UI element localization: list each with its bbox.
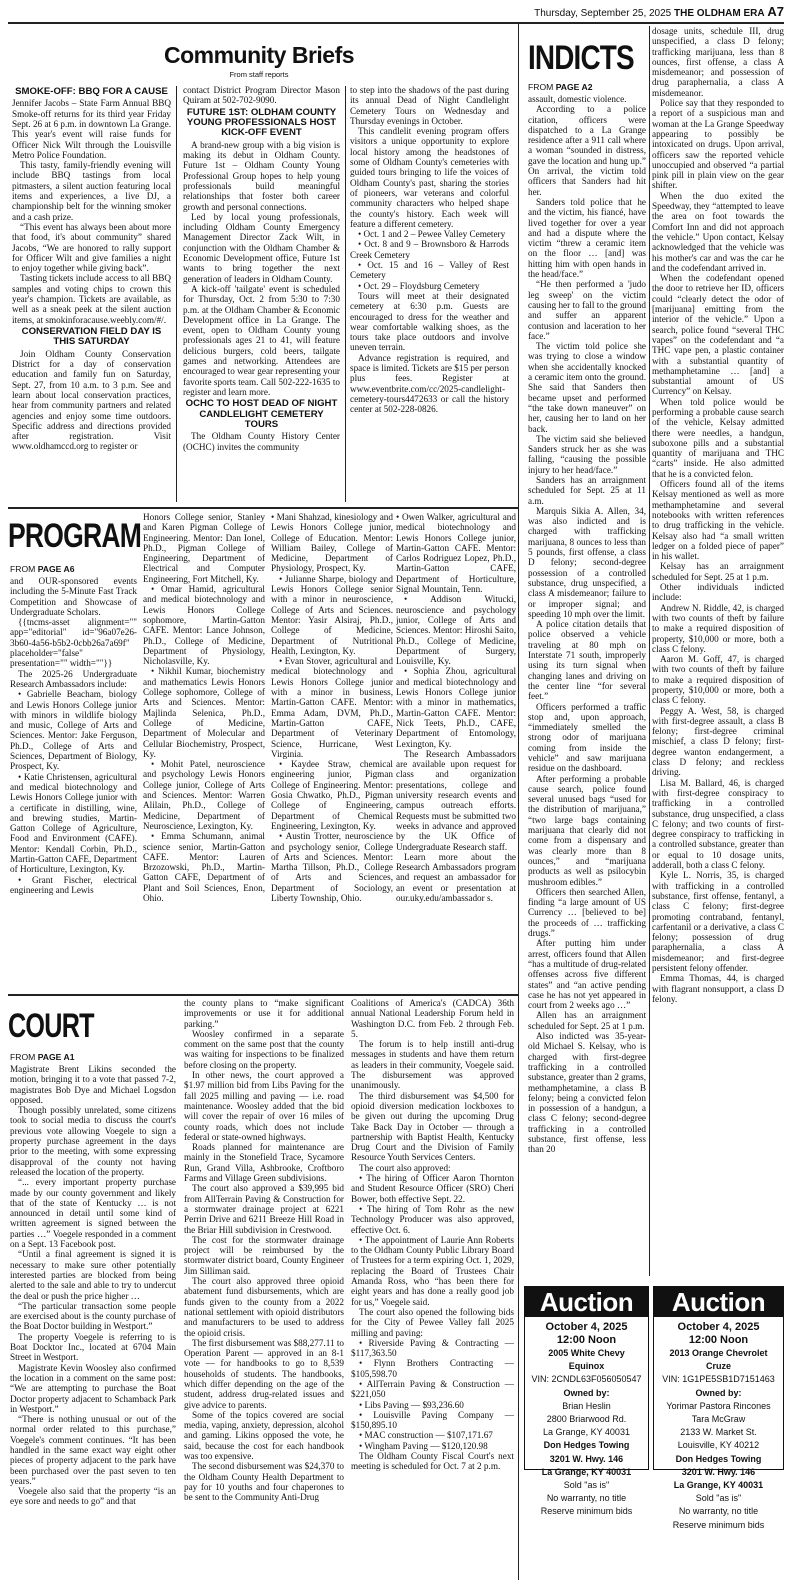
article-paragraph: Police say that they responded to a report of a suspicious man and woman at the La Grange Speedway appearing to possibly be intoxicated on drugs. Upon arrival, officers saw the reported vehicle unoccupied and observed “a partial pink pill in plain view on the gear shifter. xyxy=(652,98,784,191)
court-title: COURT xyxy=(8,1007,94,1045)
article-paragraph: Advance registration is required, and space is limited. Tickets are $15 per person plus fees. Register at www.eventbrite.com/cc/2025-candlelight-cemetery-tours4472633 or call the history center at 502-228-0826. xyxy=(350,352,509,415)
auction-time: 12:00 Noon xyxy=(556,1334,617,1346)
article-paragraph: Officers found all of the items Kelsay mentioned as well as more methamphetamine and several notebooks with written references to drug trafficking in the vehicle. Kelsay also had “a small written ledger on a folded piece of paper” in his wallet. xyxy=(652,479,784,562)
auction-owned-label: Owned by: xyxy=(563,1387,610,1398)
article-paragraph: A brand-new group with a big vision is making its debut in Oldham County. Future 1st – Oldham County Young Professional Group hopes to help young professionals build meaningful relationships that foster both career growth and personal connections. xyxy=(183,139,340,212)
article-paragraph: • AllTerrain Paving & Construction — $221,050 xyxy=(351,1378,514,1400)
article-paragraph: Allen has an arraignment scheduled for Sept. 25 at 1 p.m. xyxy=(528,1010,646,1031)
auction-address-line: 2133 W. Market St. xyxy=(680,1427,757,1438)
page-header xyxy=(522,2,784,22)
program-column-2 xyxy=(143,512,265,990)
article-paragraph: • Gabrielle Beacham, biology and Lewis Honors College junior with minors in wildlife biology and music, College of Arts and Sciences. Mentor: Jake Ferguson, Ph.D., College of Arts and Sciences, Department of Biology, Prospect, Ky. xyxy=(10,689,137,772)
article-paragraph: The court also approved a $39,995 bid from AllTerrain Paving & Construction for a stormwater drainage project at 6221 Perrin Drive and 6211 Breeze Hill Road in the Briar Hill subdivision in Crestwood. xyxy=(184,1183,344,1235)
auction-address-line: Louisville, KY 40212 xyxy=(677,1440,760,1451)
court-from-line xyxy=(10,1052,74,1062)
indicts-title: INDICTS xyxy=(528,39,634,77)
auction-date: October 4, 2025 xyxy=(545,1321,628,1333)
from-label: FROM xyxy=(10,564,36,574)
article-paragraph: Lisa M. Ballard, 46, is charged with first-degree conspiracy to trafficking in a controlled substance, drug unspecified, a class C felony; and two counts of first-degree conspiracy to trafficking in a controlled substance, greater than or equal to 10 dosage units, adderall, both a class C felony. xyxy=(652,777,784,871)
article-paragraph: The court also approved three opioid abatement fund disbursements, which are funds given to the county from a 2022 national settlement with opioid distributors and manufacturers to be used to address the opioid crisis. xyxy=(184,1276,344,1338)
auction-time: 12:00 Noon xyxy=(688,1334,749,1346)
article-paragraph: When the duo exited the Speedway, they “attempted to leave the area on foot towards the Comfort Inn and did not approach the vehicle.” Upon contact, Kelsay acknowledged that the vehicle was his mother's car and was the car he and the codefendant arrived in. xyxy=(652,190,784,273)
indicts-from-line xyxy=(528,82,592,92)
article-paragraph: Woosley confirmed in a separate comment on the same post that the county was waiting for inspections to be finalized before closing on the property. xyxy=(184,1028,344,1070)
court-column-3 xyxy=(351,998,514,1578)
program-title: PROGRAM xyxy=(8,517,142,555)
from-page: PAGE A2 xyxy=(555,82,593,92)
article-paragraph: • Omar Hamid, agricultural and medical biotechnology and Lewis Honors College sophomore, Martin-Gatton CAFE. Mentor: Lance Johnson, Ph.D., College of Medicine, Department of Physiology, Nicholasville, Ky. xyxy=(143,584,265,667)
article-paragraph: • Katie Christensen, agricultural and medical biotechnology and Lewis Honors College junior with a certificate in distilling, wine, and brewing studies, Martin-Gatton College of Agriculture, Food and Environment (CAFE). Mentor: Kendall Corbin, Ph.D., Martin-Gatton CAFE, Department of Horticulture, Lexington, Ky. xyxy=(10,771,137,875)
auction-towing-city: La Grange, KY 40031 xyxy=(541,1466,632,1477)
article-paragraph: The second disbursement was $24,370 to the Oldham County Health Department to pay for 10 youths and four chaperones to be sent to the Community Anti-Drug xyxy=(184,1461,344,1503)
court-column-2 xyxy=(184,998,344,1578)
auction-address-line: 2800 Briarwood Rd. xyxy=(546,1414,627,1425)
program-column-1 xyxy=(10,576,137,990)
article-paragraph: The court also opened the following bids for the City of Pewee Valley fall 2025 milling and paving: xyxy=(351,1306,514,1338)
auction-towing-address: 3201 W. Hwy. 146 xyxy=(681,1466,756,1477)
article-paragraph: Emma Thomas, 44, is charged with flagrant nonsupport, a class D felony. xyxy=(652,973,784,1004)
article-paragraph: A police citation details that police observed a vehicle traveling at 80 mph on Interstate 71 south, improperly using its turn signal when changing lanes and driving on the center line “for several feet.” xyxy=(528,619,646,702)
article-paragraph: Also indicted was 35-year-old Michael S. Kelsay, who is charged with first-degree trafficking in a controlled substance, greater than 2 grams, methamphetamine, a class B felony; being a convicted felon in possession of a handgun, a class C felony; second-degree trafficking in a controlled substance, first offense, less than 20 xyxy=(528,1031,646,1155)
auction-reserve: Reserve minimum bids xyxy=(672,1519,765,1530)
article-paragraph: The victim told police she was trying to close a window when she accidentally knocked a ceramic item onto the ground. She said that Sanders then became upset and performed “the take down maneuver” on her, causing her to land on her back. xyxy=(528,341,646,434)
article-paragraph: • Oct. 8 and 9 – Brownsboro & Harrods Creek Cemetery xyxy=(350,239,509,260)
article-paragraph: • Nikhil Kumar, biochemistry and mathematics Lewis Honors College sophomore, College of Arts and Sciences. Mentor: Majlinda Selenica, Ph.D., College of Medicine, Department of Molecular and Cellular Biochemistry, Prospect, Ky. xyxy=(143,666,265,759)
auction-address-line: La Grange, KY 40031 xyxy=(543,1427,630,1438)
auction-sold: Sold "as is" xyxy=(695,1493,742,1504)
article-paragraph: • Oct. 1 and 2 – Pewee Valley Cemetery xyxy=(358,229,506,240)
article-paragraph: When the codefendant opened the door to retrieve her ID, officers could “clearly detect the odor of [marijuana] emitting from the interior of the vehicle.” Upon a search, police found “several THC vapes” on the codefendant and “a THC vape pen, a plastic container with a substantial quantity of methamphetamine … [and] a substantial amount of US Currency” on Kelsay. xyxy=(652,273,784,397)
article-paragraph: “... every important property purchase made by our county government and likely that of the state of Kentucky … is not announced in detail until some kind of written agreement is signed between the parties …” Voegele responded in a comment on a Sept. 13 Facebook post. xyxy=(10,1177,176,1250)
article-paragraph: Other individuals indicted include: xyxy=(652,582,784,603)
article-paragraph: When told police would be performing a probable cause search of the vehicle, Kelsay admitted there were needles, a handgun, suboxone pills and a substantial quantity of marijuana and THC “carts” inside. He also admitted that he is a convicted felon. xyxy=(652,396,784,479)
auction-towing-address: 3201 W. Hwy. 146 xyxy=(549,1453,624,1464)
auction-warranty: No warranty, no title xyxy=(546,1493,627,1504)
header-publication: THE OLDHAM ERA xyxy=(674,8,765,19)
column-rule xyxy=(649,26,650,1276)
article-paragraph: The victim said she believed Sanders struck her as she was falling, “causing the possible injury to her head/face.” xyxy=(528,433,646,475)
article-paragraph: • Grant Fischer, electrical engineering and Lewis xyxy=(10,874,137,895)
subheadline: FUTURE 1ST: OLDHAM COUNTY YOUNG PROFESSIONALS HOST KICK-OFF EVENT xyxy=(186,106,337,139)
article-paragraph: • The hiring of Officer Aaron Thornton and Student Resource Officer (SRO) Cheri Bower, both effective Sept. 22. xyxy=(351,1173,514,1204)
auction-date: October 4, 2025 xyxy=(677,1321,760,1333)
section-rule xyxy=(8,507,518,509)
auction-vehicle: 2013 Orange Chevrolet xyxy=(669,1348,768,1358)
auction-banner: Auction xyxy=(654,1287,783,1317)
article-paragraph: • Mani Shahzad, kinesiology and Lewis Honors College junior, College of Education. Mentor: William Bailey, College of Medicine, Department of Physiology, Prospect, Ky. xyxy=(271,512,393,574)
article-paragraph: contact District Program Director Mason Quiram at 502-702-9090. xyxy=(183,85,340,106)
article-paragraph: The third disbursement was $4,500 for opioid diversion medication lockboxes to be given out during the upcoming Drug Take Back Day in October — through a partnership with Baptist Health, Kentucky Drug Court and the Division of Family Resource Youth Services Centers. xyxy=(351,1090,514,1163)
article-paragraph: • Sophia Zhou, agricultural and medical biotechnology and Lewis Honors College junior with a minor in mathematics, Martin-Gatton CAFE. Mentor: Nick Teets, Ph.D., CAFE, Department of Entomology, Lexington, Ky. xyxy=(396,666,516,749)
header-rule xyxy=(8,22,784,24)
article-paragraph: The Oldham County History Center (OCHC) invites the community xyxy=(183,431,340,452)
auction-ad-2 xyxy=(653,1286,784,1530)
article-paragraph: • The appointment of Laurie Ann Roberts to the Oldham County Public Library Board of Trustees for a term expiring Oct. 1, 2029, replacing the Board of Trustees Chair Amanda Ross, who “has been there for eight years and has done a really good job for us,” Voegele said. xyxy=(351,1234,514,1307)
article-paragraph: dosage units, schedule III, drug unspecified, a class D felony; trafficking marijuana, less than 8 ounces, first offense, a class A misdemeanor; and possession of drug paraphernalia, a class A misdemeanor. xyxy=(652,26,784,98)
indicts-divider xyxy=(518,24,519,1580)
auction-sold: Sold "as is" xyxy=(563,1480,610,1491)
header-page-number: A7 xyxy=(767,4,784,19)
article-paragraph: Officers then searched Allen, finding “a large amount of US Currency … [believed to be] the proceeds of … trafficking drugs.” xyxy=(528,886,646,939)
article-paragraph: Tasting tickets include access to all BBQ samples and voting chips to crown this year's champion. Tickets are available, as well as a sneak peek at the silent auction items, at smokinforacause.weebly.com/#/. xyxy=(12,273,171,325)
auction-owner: Yorimar Pastora Rincones xyxy=(666,1400,771,1411)
article-paragraph: • Riverside Paving & Contracting — $117,363.50 xyxy=(351,1337,514,1359)
article-paragraph: • Owen Walker, agricultural and medical biotechnology and Lewis Honors College junior, Martin-Gatton CAFE. Mentor: Carlos Rodriguez Lopez, Ph.D., Martin-Gatton CAFE, Department of Horticulture, Signal Mountain, Tenn. xyxy=(396,512,516,595)
subheadline: SMOKE-OFF: BBQ FOR A CAUSE xyxy=(15,86,168,97)
auction-warranty: No warranty, no title xyxy=(678,1506,759,1517)
program-from-line xyxy=(10,564,74,574)
article-paragraph: • Louisville Paving Company — $150,895.10 xyxy=(351,1409,514,1431)
auction-towing-city: La Grange, KY 40031 xyxy=(673,1480,764,1491)
article-paragraph: The 2025-26 Undergraduate Research Ambassadors include: xyxy=(10,668,137,689)
article-paragraph: “Until a final agreement is signed it is necessary to make sure other potentially interested parties are blocked from being alerted to the sale and able to try to undercut the deal or push the price higher … xyxy=(10,1249,176,1301)
article-paragraph: “He then performed a 'judo leg sweep' on the victim causing her to fall to the ground and suffer an apparent contusion and laceration to her face.” xyxy=(528,279,646,341)
article-paragraph: • Emma Schumann, animal science senior, Martin-Gatton CAFE. Mentor: Lauren Brzozowski, Ph.D., Martin-Gatton CAFE, Department of Plant and Soil Sciences, Enon, Ohio. xyxy=(143,831,265,903)
article-paragraph: the county plans to “make significant improvements or use it for additional parking.” xyxy=(184,998,344,1029)
article-paragraph: • Libs Paving — $93,236.60 xyxy=(359,1399,464,1410)
court-column-1 xyxy=(10,1064,176,1578)
auction-vehicle-model: Cruze xyxy=(705,1361,731,1372)
article-paragraph: The forum is to help instill anti-drug messages in students and have them return as leaders in their community, Voegele said. The disbursement was approved unanimously. xyxy=(351,1039,514,1091)
article-paragraph: • Flynn Brothers Contracting — $105,598.70 xyxy=(351,1358,514,1379)
section-rule xyxy=(8,994,518,996)
auction-towing: Don Hedges Towing xyxy=(675,1453,762,1464)
article-paragraph: and OUR-sponsored events including the 5-Minute Fast Track Competition and Showcase of Undergraduate Scholars. xyxy=(10,576,137,617)
article-paragraph: A kick-off 'tailgate' event is scheduled for Thursday, Oct. 2 from 5:30 to 7:30 p.m. at the Oldham Chamber & Economic Development office in La Grange. The event, open to Oldham County young professionals ages 21 to 41, will feature delicious burgers, cold beers, tailgate games and networking. Attendees are encouraged to wear gear representing your favorite sports team. Call 502-222-1635 to register and learn more. xyxy=(183,283,340,397)
subheadline: CONSERVATION FIELD DAY IS THIS SATURDAY xyxy=(21,325,162,348)
column-rule xyxy=(176,86,177,502)
article-paragraph: • Oct. 29 – Floydsburg Cemetery xyxy=(358,280,480,291)
article-paragraph: According to a police citation, officers were dispatched to a La Grange residence after a 911 call where a woman “sounded in distress, gave the location and hung up.” On arrival, the victim told officers that Sanders had hit her. xyxy=(528,104,646,197)
from-page: PAGE A6 xyxy=(37,564,75,574)
article-paragraph: Jennifer Jacobs – State Farm Annual BBQ Smoke-off returns for its third year Friday Sept. 26 at 6 p.m. in downtown La Grange. This year's event will raise funds for Officer Nick Wilt through the Louisville Metro Police Foundation. xyxy=(12,98,171,160)
column-rule xyxy=(345,86,346,502)
article-paragraph: Honors College senior, Stanley and Karen Pigman College of Engineering. Mentor: Dan Ionel, Ph.D., Pigman College of Engineering, Department of Electrical and Computer Engineering, Fort Mitchell, Ky. xyxy=(143,512,265,584)
article-paragraph: assault, domestic violence. xyxy=(528,94,627,104)
article-paragraph: Sanders has an arraignment scheduled for Sept. 25 at 11 a.m. xyxy=(528,474,646,506)
article-paragraph: The court also approved: xyxy=(359,1162,451,1173)
article-paragraph: Coalitions of America's (CADCA) 36th annual National Leadership Forum held in Washington D.C. from Feb. 2 through Feb. 5. xyxy=(351,998,514,1039)
indicts-column-2 xyxy=(652,26,784,1280)
article-paragraph: Kelsay has an arraignment scheduled for Sept. 25 at 1 p.m. xyxy=(652,561,784,582)
article-paragraph: The cost for the stormwater drainage project will be reimbursed by the stormwater district board, County Engineer Jim Silliman said. xyxy=(184,1234,344,1276)
article-paragraph: The Research Ambassadors are available upon request for class and organization presentations, college and university research events and campus outreach efforts. Requests must be submitted two weeks in advance and approved by the UK Office of Undergraduate Research staff. xyxy=(396,748,516,852)
briefs-byline: From staff reports xyxy=(229,70,289,79)
article-paragraph: • Austin Trotter, neuroscience and psychology senior, College of Arts and Sciences. Mentor: Martha Tillson, Ph.D., College of Arts and Sciences, Department of Sociology, Liberty Township, Ohio. xyxy=(271,831,393,903)
article-paragraph: • Kaydee Straw, chemical engineering junior, Pigman College of Engineering. Mentor: Gosia Chwatko, Ph.D., Pigman College of Engineering, Department of Chemical Engineering, Lexington, Ky. xyxy=(271,759,393,831)
article-paragraph: In other news, the court approved a $1.97 million bid from Libs Paving for the fall 2025 milling and paving — i.e. road maintenance. Woosley added that the bid will cover the repair of over 16 miles of county roads, which does not include federal or state-owned highways. xyxy=(184,1070,344,1142)
header-date: Thursday, September 25, 2025 xyxy=(534,8,672,19)
article-paragraph: Kyle L. Norris, 35, is charged with trafficking in a controlled substance, first offense, fentanyl, a class C felony; first-degree promoting contraband, fentanyl, carfentanil or a derivative, a class C felony; possession of drug paraphernalia, a class A misdemeanor; and first-degree persistent felony offender. xyxy=(652,870,784,974)
article-paragraph: • Mohit Patel, neuroscience and psychology Lewis Honors College junior, College of Arts and Sciences. Mentor: Warren Alilain, Ph.D., College of Medicine, Department of Neuroscience, Lexington, Ky. xyxy=(143,759,265,831)
article-paragraph: • Addison Witucki, neuroscience and psychology junior, College of Arts and Sciences. Mentor: Hiroshi Saito, Ph.D., College of Medicine, Department of Surgery, Louisville, Ky. xyxy=(396,594,516,667)
article-paragraph: “This event has always been about more that food, it's about community” shared Jacobs, “We are honored to rally support for Officer Wilt and give families a night to enjoy together while giving back”. xyxy=(12,221,171,274)
article-paragraph: to step into the shadows of the past during its annual Dead of Night Candlelight Cemetery Tours on Wednesday and Thursday evenings in October. xyxy=(350,85,509,126)
from-label: FROM xyxy=(528,82,554,92)
article-paragraph: Sanders told police that he and the victim, his fiancé, have lived together for over a year and had a dispute where the victim “threw a ceramic item on the floor … [and] was hitting him with open hands in the head/face.” xyxy=(528,196,646,280)
article-paragraph: • Wingham Paving — $120,120.98 xyxy=(359,1440,488,1451)
from-label: FROM xyxy=(10,1052,36,1062)
auction-vehicle: 2005 White Chevy xyxy=(548,1348,625,1358)
auction-vehicle-model: Equinox xyxy=(568,1361,605,1372)
article-paragraph: Marquis Sikia A. Allen, 34, was also indicted and is charged with trafficking marijuana, 8 ounces to less than 5 pounds, first offense, a class D felony; second-degree possession of a controlled substance, drug unspecified, a class A misdemeanor; failure to or improper signal; and speeding 10 mph over the limit. xyxy=(528,505,646,619)
article-paragraph: This candlelit evening program offers visitors a unique opportunity to explore local history among the headstones of some of Oldham County's cemeteries with guided tours bringing to life the voices of Oldham County's past, sharing the stories of pioneers, war veterans and colorful community characters who helped shape the county's history. Each week will feature a different cemetery. xyxy=(350,126,509,229)
briefs-column-3 xyxy=(350,85,509,503)
article-paragraph: Magistrate Brent Likins seconded the motion, bringing it to a vote that passed 7-2, magistrates Bob Dye and Michael Logsdon opposed. xyxy=(10,1064,176,1105)
article-paragraph: Andrew N. Riddle, 42, is charged with two counts of theft by failure to make a required disposition of property, $10,000 or more, both a class C felony. xyxy=(652,602,784,654)
article-paragraph: The Oldham County Fiscal Court's next meeting is scheduled for Oct. 7 at 2 p.m. xyxy=(351,1451,514,1472)
from-page: PAGE A1 xyxy=(37,1052,75,1062)
article-paragraph: Roads planned for maintenance are mainly in the Stonefield Trace, Sycamore Run, Grand Villa, Ashbrooke, Croftboro Farms and Village Green subdivisions. xyxy=(184,1142,344,1184)
auction-vin: VIN: 2CNDL63F056050547 xyxy=(531,1374,642,1385)
article-paragraph: • The hiring of Tom Rohr as the new Technology Producer was also approved, effective Oct. 6. xyxy=(351,1203,514,1235)
article-paragraph: Led by local young professionals, including Oldham County Emergency Management Director Zack Wilt, in conjunction with the Oldham Chamber & Economic Development office, Future 1st wants to bring together the next generation of leaders in Oldham County. xyxy=(183,211,340,284)
article-paragraph: Though possibly unrelated, some citizens took to social media to discuss the court's previous vote allowing Voegele to sign a property purchase agreement in the days prior to the meeting, with some expressing disapproval of the county not having released the location of the property. xyxy=(10,1105,176,1177)
article-paragraph: Magistrate Kevin Woosley also confirmed the location in a comment on the same post: “We are attempting to purchase the Boat Doctor property adjacent to Schamback Park in Westport.” xyxy=(10,1362,176,1414)
article-paragraph: {{tncms-asset alignment="" app="editorial" id="96a07e26-3b60-4a56-b5b2-0cbb26a7a69f" placeholder="false" presentation="" width=""}} xyxy=(10,617,137,669)
article-paragraph: After putting him under arrest, officers found that Allen “has a multitude of drug-related offenses across five different states” and “an active pending case he has not yet appeared in court from 2 weeks ago …” xyxy=(528,938,646,1011)
program-column-4 xyxy=(396,512,516,990)
article-paragraph: Join Oldham County Conservation District for a day of conservation education and family fun on Saturday, Sept. 27, from 10 a.m. to 3 p.m. See and learn about local conservation practices, hear from community partners and related agencies and enjoy some time outdoors. Specific address and directions provided after registration. Visit www.oldhamccd.org to register or xyxy=(12,348,171,452)
auction-owned-label: Owned by: xyxy=(695,1387,742,1398)
article-paragraph: Tours will meet at their designated cemetery at 6:30 p.m. Guests are encouraged to dress for the weather and wear comfortable walking shoes, as the tours take place outdoors and involve uneven terrain. xyxy=(350,290,509,353)
article-paragraph: Peggy A. West, 58, is charged with first-degree assault, a class B felony; first-degree criminal mischief, a class D felony; first-degree wanton endangerment, a class D felony; and reckless driving. xyxy=(652,705,784,778)
auction-address-line: Tara McGraw xyxy=(691,1414,746,1425)
article-paragraph: • Evan Stover, agricultural and medical biotechnology and Lewis Honors College junior with a minor in business, Martin-Gatton CAFE. Mentor: Emma Adam, DVM, Ph.D., Martin-Gatton CAFE, Department of Veterinary Science, Hurricane, West Virginia. xyxy=(271,656,393,759)
article-paragraph: • MAC construction — $107,171.67 xyxy=(359,1430,493,1441)
auction-vin: VIN: 1G1PE5SB1D7151463 xyxy=(662,1374,775,1385)
auction-banner: Auction xyxy=(525,1287,648,1317)
article-paragraph: Officers performed a traffic stop and, upon approach, “immediately smelled the strong odor of marijuana coming from inside the vehicle” and saw marijuana residue on the dashboard. xyxy=(528,701,646,774)
article-paragraph: • Oct. 15 and 16 – Valley of Rest Cemetery xyxy=(350,260,509,281)
article-paragraph: “The particular transaction some people are exercised about is the county purchase of the Boat Doctor building in Westport.” xyxy=(10,1300,176,1332)
article-paragraph: This tasty, family-friendly evening will include BBQ tastings from local pitmasters, a silent auction featuring local items and experiences, a live DJ, a championship belt for the winning smoker and a cash prize. xyxy=(12,160,171,222)
auction-reserve: Reserve minimum bids xyxy=(540,1506,633,1517)
briefs-column-1 xyxy=(12,85,171,503)
subheadline: OCHC TO HOST DEAD OF NIGHT CANDLELIGHT CEMETERY TOURS xyxy=(185,398,338,431)
article-paragraph: The first disbursement was $88,277.11 to Operation Parent — approved in an 8-1 vote — for handbooks to go to 8,539 households of students. The handbooks, which differ depending on the age of the student, address drug-related issues and give advice to parents. xyxy=(184,1337,344,1410)
auction-ad-1 xyxy=(524,1286,649,1517)
program-column-3 xyxy=(271,512,393,990)
briefs-title: Community Briefs xyxy=(163,42,355,68)
article-paragraph: Some of the topics covered are social media, vaping, anxiety, depression, alcohol and gaming. Likins opposed the vote, he said, because the cost for each handbook was too expensive. xyxy=(184,1409,344,1462)
article-paragraph: The property Voegele is referring to is Boat Docktor Inc., located at 6704 Main Street in Westport. xyxy=(10,1331,176,1363)
auction-towing: Don Hedges Towing xyxy=(543,1440,630,1451)
article-paragraph: • Julianne Sharpe, biology and Lewis Honors College senior with a minor in neuroscience, College of Arts and Sciences. Mentor: Yasir Alsiraj, Ph.D., College of Medicine, Department of Nutritional Health, Lexington, Ky. xyxy=(271,573,393,656)
article-paragraph: After performing a probable cause search, police found several unused bags “used for the distribution of marijuana,” “two large bags containing marijuana that clearly did not come from a dispensary and was clearly more than 8 ounces,” and “marijuana products as well as psilocybin mushroom edibles.” xyxy=(528,773,646,887)
auction-owner: Brian Heslin xyxy=(562,1400,611,1411)
article-paragraph: Aaron M. Goff, 47, is charged with two counts of theft by failure to make a required disposition of property, $10,000 or more, both a class C felony. xyxy=(652,654,784,706)
article-paragraph: Learn more about the Research Ambassadors program and request an ambassador for an event or presentation at our.uky.edu/ambassador s. xyxy=(396,851,516,903)
briefs-column-2 xyxy=(183,85,340,503)
article-paragraph: “There is nothing unusual or out of the normal order related to this purchase,” Voegele's comment continues. “It has been handled in the same exact way eight other pieces of property adjacent to the park have been purchased over the past seven to ten years.” xyxy=(10,1414,176,1486)
article-paragraph: Voegele also said that the property “is an eye sore and needs to go” and that xyxy=(10,1486,176,1507)
